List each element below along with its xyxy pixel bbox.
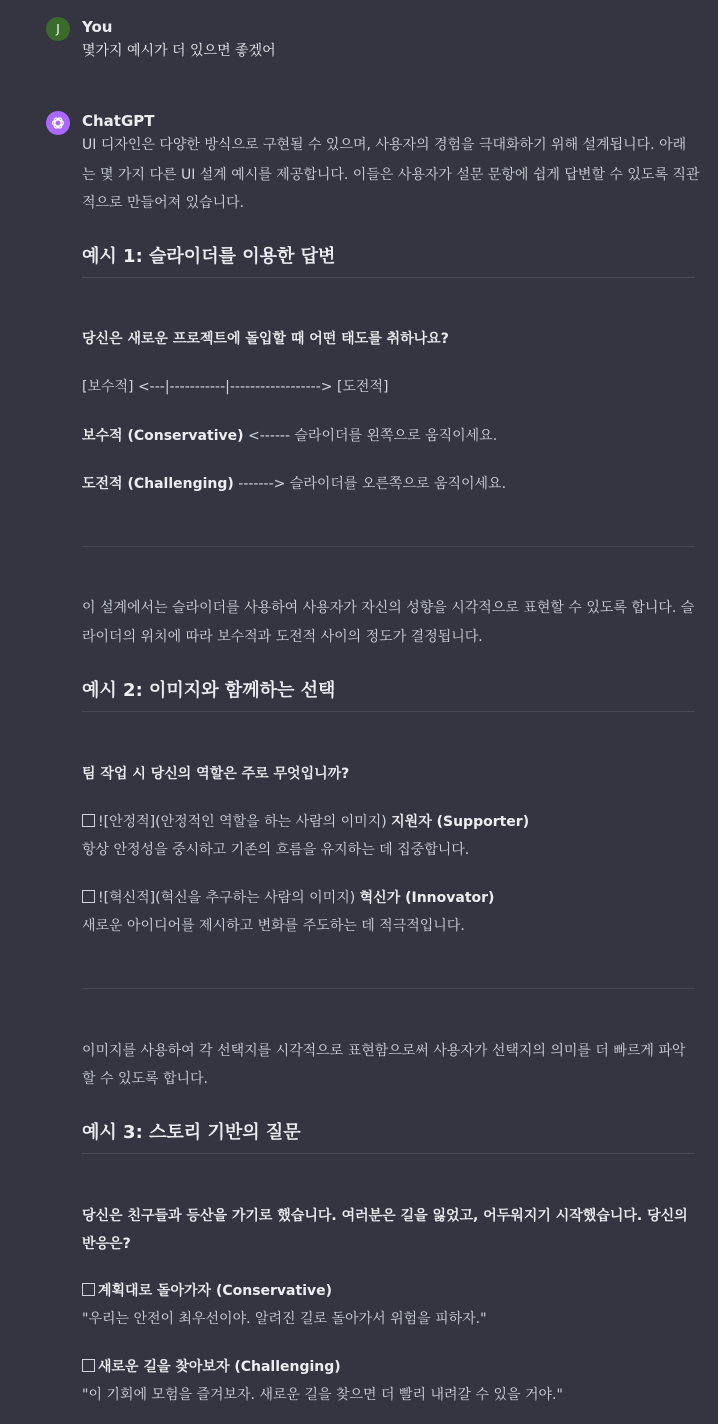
example1-option1-text: <------ 슬라이더를 왼쪽으로 움직이세요.	[243, 428, 498, 444]
example2-option1-label: 지원자 (Supporter)	[391, 814, 530, 830]
example3-option2-label: 새로운 길을 찾아보자 (Challenging)	[98, 1359, 341, 1375]
checkbox-icon[interactable]	[82, 1283, 95, 1296]
example3-option1-quote: "우리는 안전이 최우선이야. 알려진 길로 돌아가서 위험을 피하자."	[82, 1311, 487, 1327]
example1-option1	[82, 423, 497, 450]
intro-line-2: 는 몇 가지 다른 UI 설계 예시를 제공합니다. 이들은 사용자가 설문 문항에 쉽게 답변할 수 있도록 직관	[82, 167, 700, 183]
example2-heading: 예시 2: 이미지와 함께하는 선택	[82, 680, 336, 701]
assistant-avatar	[46, 111, 70, 135]
checkbox-icon[interactable]	[82, 814, 95, 827]
intro-line-1: UI 디자인은 다양한 방식으로 구현될 수 있으며, 사용자의 경험을 극대화하기 위해 설계됩니다. 아래	[82, 137, 687, 153]
example2-option1-desc: 항상 안정성을 중시하고 기존의 흐름을 유지하는 데 집중합니다.	[82, 842, 470, 858]
user-avatar	[46, 17, 70, 41]
example1-explain-line-2: 라이더의 위치에 따라 보수적과 도전적 사이의 정도가 결정됩니다.	[82, 629, 483, 645]
example3-question-line-2: 반응은?	[82, 1236, 131, 1252]
divider	[82, 988, 695, 989]
example1-option1-label: 보수적 (Conservative)	[82, 428, 244, 444]
example1-heading: 예시 1: 슬라이더를 이용한 답변	[82, 246, 336, 267]
example3-heading-rule	[82, 1153, 695, 1154]
openai-logo-icon	[50, 115, 66, 131]
checkbox-icon[interactable]	[82, 1359, 95, 1372]
example1-heading-rule	[82, 277, 695, 278]
user-name: You	[82, 18, 113, 36]
example2-question: 팀 작업 시 당신의 역할은 주로 무엇입니까?	[82, 766, 350, 782]
assistant-name: ChatGPT	[82, 112, 155, 130]
example2-option2-label: 혁신가 (Innovator)	[359, 890, 495, 906]
example3-option1	[82, 1278, 332, 1305]
example3-option2-quote: "이 기회에 모험을 즐겨보자. 새로운 길을 찾으면 더 빨리 내려갈 수 있을 거야."	[82, 1387, 563, 1403]
example1-question: 당신은 새로운 프로젝트에 돌입할 때 어떤 태도를 취하나요?	[82, 331, 449, 347]
example1-option2-text: -------> 슬라이더를 오른쪽으로 움직이세요.	[233, 476, 507, 492]
example2-explain-line-1: 이미지를 사용하여 각 선택지를 시각적으로 표현함으로써 사용자가 선택지의 의미를 더 빠르게 파악	[82, 1043, 686, 1059]
example1-option2-label: 도전적 (Challenging)	[82, 476, 234, 492]
user-avatar-initial: J	[56, 22, 60, 36]
example3-question-line-1: 당신은 친구들과 등산을 가기로 했습니다. 여러분은 길을 잃었고, 어두워지기 시작했습니다. 당신의	[82, 1208, 688, 1224]
example1-explain-line-1: 이 설계에서는 슬라이더를 사용하여 사용자가 자신의 성향을 시각적으로 표현할 수 있도록 합니다. 슬	[82, 600, 695, 616]
example3-option2	[82, 1354, 341, 1381]
example2-option2-image-text: ![혁신적](혁신을 추구하는 사람의 이미지)	[98, 890, 360, 906]
example2-option1	[82, 809, 529, 836]
example2-option1-image-text: ![안정적](안정적인 역할을 하는 사람의 이미지)	[98, 814, 392, 830]
example2-option2-desc: 새로운 아이디어를 제시하고 변화를 주도하는 데 적극적입니다.	[82, 918, 465, 934]
checkbox-icon[interactable]	[82, 890, 95, 903]
divider	[82, 546, 695, 547]
example2-heading-rule	[82, 711, 695, 712]
example3-heading: 예시 3: 스토리 기반의 질문	[82, 1122, 301, 1143]
example1-option2	[82, 471, 506, 498]
example3-option1-label: 계획대로 돌아가자 (Conservative)	[98, 1283, 333, 1299]
user-message: 몇가지 예시가 더 있으면 좋겠어	[82, 43, 276, 59]
example2-option2	[82, 885, 494, 912]
example1-slider-line: [보수적] <---|-----------|------------------> [도전적]	[82, 379, 389, 395]
example2-explain-line-2: 할 수 있도록 합니다.	[82, 1071, 208, 1087]
intro-line-3: 적으로 만들어져 있습니다.	[82, 195, 245, 211]
